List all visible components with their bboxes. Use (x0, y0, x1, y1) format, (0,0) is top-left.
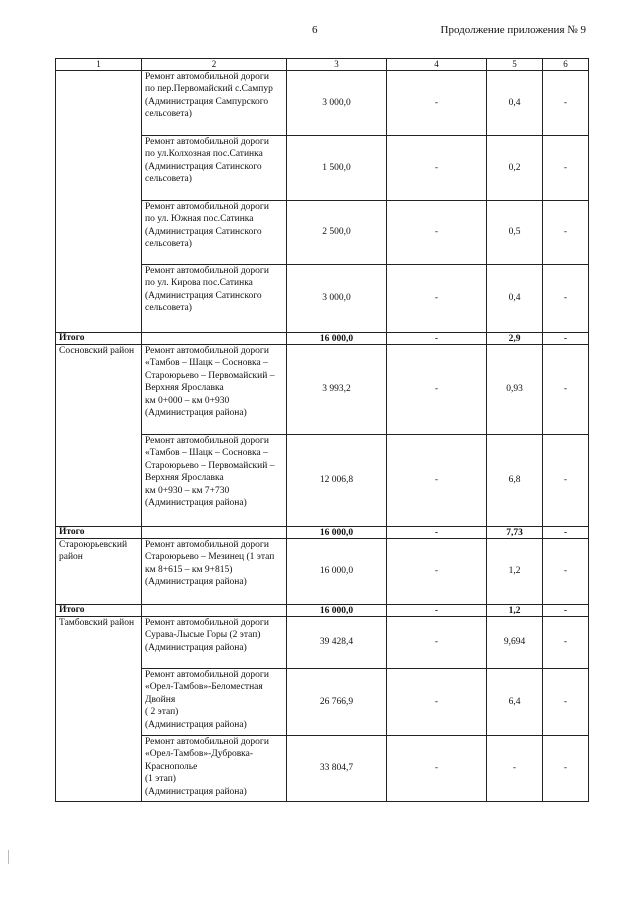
district-cell (56, 71, 142, 333)
description-line: «Орел-Тамбов»-Беломестная (145, 682, 263, 693)
total-col6: - (543, 527, 589, 539)
total-empty (142, 605, 287, 617)
col4-cell: - (387, 539, 487, 605)
total-length: 2,9 (487, 333, 543, 345)
table-row (56, 345, 589, 435)
total-empty (142, 333, 287, 345)
total-length: 7,73 (487, 527, 543, 539)
description-line: «Тамбов – Шацк – Сосновка – (145, 448, 268, 459)
district-cell: Староюрьевский район (56, 539, 142, 605)
description-line: Ремонт автомобильной дороги (145, 72, 269, 82)
description-line: сельсовета) (145, 174, 192, 185)
length-cell: - (487, 736, 543, 802)
description-cell (142, 539, 287, 605)
description-line: (Администрация района) (145, 786, 247, 797)
description-line: Верхняя Ярославка (145, 473, 224, 484)
district-cell: Сосновский район (56, 345, 142, 527)
description-line: по пер.Первомайский с.Сампур (145, 84, 273, 95)
description-cell (142, 669, 287, 736)
description-line: Староюрьево – Мезинец (1 этап (145, 552, 275, 563)
description-line: (Администрация района) (145, 498, 247, 509)
appendix-note: Продолжение приложения № 9 (440, 24, 586, 36)
description-line: Староюрьево – Первомайский – (145, 460, 275, 471)
description-line: (Администрация Сатинского (145, 161, 262, 172)
table-row (56, 617, 589, 669)
description-cell (142, 736, 287, 802)
description-line: Краснополье (145, 761, 198, 772)
total-col4: - (387, 527, 487, 539)
description-line: (Администрация района) (145, 577, 247, 588)
amount-cell: 3 000,0 (287, 71, 387, 136)
col6-cell: - (543, 617, 589, 669)
column-number-row (56, 59, 589, 71)
amount-cell: 16 000,0 (287, 539, 387, 605)
description-cell (142, 136, 287, 201)
col4-cell: - (387, 345, 487, 435)
scan-artifact (8, 850, 9, 864)
length-cell: 0,93 (487, 345, 543, 435)
total-row (56, 333, 589, 345)
total-empty (142, 527, 287, 539)
table-row (56, 71, 589, 136)
total-label: Итого (56, 333, 142, 345)
col4-cell: - (387, 201, 487, 265)
description-line: Ремонт автомобильной дороги (145, 737, 269, 747)
total-label: Итого (56, 605, 142, 617)
length-cell: 0,5 (487, 201, 543, 265)
total-length: 1,2 (487, 605, 543, 617)
description-cell (142, 617, 287, 669)
amount-cell: 3 000,0 (287, 265, 387, 333)
col-header-1: 1 (56, 59, 142, 71)
amount-cell: 1 500,0 (287, 136, 387, 201)
page-number: 6 (312, 24, 318, 36)
col4-cell: - (387, 736, 487, 802)
col6-cell: - (543, 71, 589, 136)
col6-cell: - (543, 736, 589, 802)
amount-cell: 3 993,2 (287, 345, 387, 435)
description-line: «Тамбов – Шацк – Сосновка – (145, 358, 268, 369)
amount-cell: 26 766,9 (287, 669, 387, 736)
total-amount: 16 000,0 (287, 333, 387, 345)
description-line: Ремонт автомобильной дороги (145, 670, 269, 680)
col-header-5: 5 (487, 59, 543, 71)
length-cell: 0,4 (487, 265, 543, 333)
amount-cell: 33 804,7 (287, 736, 387, 802)
description-line: «Орел-Тамбов»-Дубровка- (145, 749, 254, 760)
description-line: (Администрация Сатинского (145, 226, 262, 237)
col4-cell: - (387, 71, 487, 136)
total-amount: 16 000,0 (287, 605, 387, 617)
total-col4: - (387, 333, 487, 345)
description-line: Верхняя Ярославка (145, 383, 224, 394)
total-label: Итого (56, 527, 142, 539)
description-line: (1 этап) (145, 774, 176, 785)
length-cell: 9,694 (487, 617, 543, 669)
amount-cell: 12 006,8 (287, 435, 387, 527)
total-col6: - (543, 605, 589, 617)
description-line: ( 2 этап) (145, 707, 179, 718)
col6-cell: - (543, 435, 589, 527)
description-cell (142, 435, 287, 527)
col6-cell: - (543, 669, 589, 736)
description-line: (Администрация района) (145, 719, 247, 730)
col-header-3: 3 (287, 59, 387, 71)
description-line: по ул. Кирова пос.Сатинка (145, 278, 253, 289)
col6-cell: - (543, 265, 589, 333)
col6-cell: - (543, 345, 589, 435)
col4-cell: - (387, 265, 487, 333)
description-cell (142, 201, 287, 265)
description-line: (Администрация района) (145, 408, 247, 419)
amount-cell: 2 500,0 (287, 201, 387, 265)
description-line: сельсовета) (145, 109, 192, 120)
col4-cell: - (387, 669, 487, 736)
col4-cell: - (387, 617, 487, 669)
description-cell (142, 345, 287, 435)
district-cell: Тамбовский район (56, 617, 142, 802)
col-header-2: 2 (142, 59, 287, 71)
total-row (56, 527, 589, 539)
description-line: Староюрьево – Первомайский – (145, 370, 275, 381)
col4-cell: - (387, 435, 487, 527)
total-amount: 16 000,0 (287, 527, 387, 539)
total-col4: - (387, 605, 487, 617)
description-line: (Администрация Сатинского (145, 290, 262, 301)
total-col6: - (543, 333, 589, 345)
col6-cell: - (543, 136, 589, 201)
description-line: сельсовета) (145, 303, 192, 314)
total-row (56, 605, 589, 617)
amount-cell: 39 428,4 (287, 617, 387, 669)
length-cell: 0,2 (487, 136, 543, 201)
description-line: по ул.Колхозная пос.Сатинка (145, 149, 263, 160)
col6-cell: - (543, 539, 589, 605)
length-cell: 1,2 (487, 539, 543, 605)
col6-cell: - (543, 201, 589, 265)
description-line: сельсовета) (145, 239, 192, 250)
length-cell: 0,4 (487, 71, 543, 136)
description-line: Ремонт автомобильной дороги (145, 202, 269, 212)
description-line: км 0+000 – км 0+930 (145, 395, 230, 406)
description-line: км 0+930 – км 7+730 (145, 485, 230, 496)
length-cell: 6,8 (487, 435, 543, 527)
col4-cell: - (387, 136, 487, 201)
length-cell: 6,4 (487, 669, 543, 736)
description-line: Сурава-Лысые Горы (2 этап) (145, 630, 261, 641)
col-header-6: 6 (543, 59, 589, 71)
data-table (55, 58, 589, 802)
description-line: Ремонт автомобильной дороги (145, 137, 269, 147)
description-cell (142, 265, 287, 333)
description-cell (142, 71, 287, 136)
table-body (56, 71, 589, 802)
description-line: Ремонт автомобильной дороги (145, 436, 269, 446)
col-header-4: 4 (387, 59, 487, 71)
description-line: Ремонт автомобильной дороги (145, 266, 269, 276)
description-line: по ул. Южная пос.Сатинка (145, 214, 254, 225)
description-line: км 8+615 – км 9+815) (145, 564, 233, 575)
description-line: Ремонт автомобильной дороги (145, 540, 269, 550)
description-line: Двойня (145, 694, 176, 705)
table-row (56, 539, 589, 605)
description-line: Ремонт автомобильной дороги (145, 618, 269, 628)
description-line: (Администрация района) (145, 642, 247, 653)
description-line: (Администрация Сампурского (145, 96, 269, 107)
description-line: Ремонт автомобильной дороги (145, 346, 269, 356)
